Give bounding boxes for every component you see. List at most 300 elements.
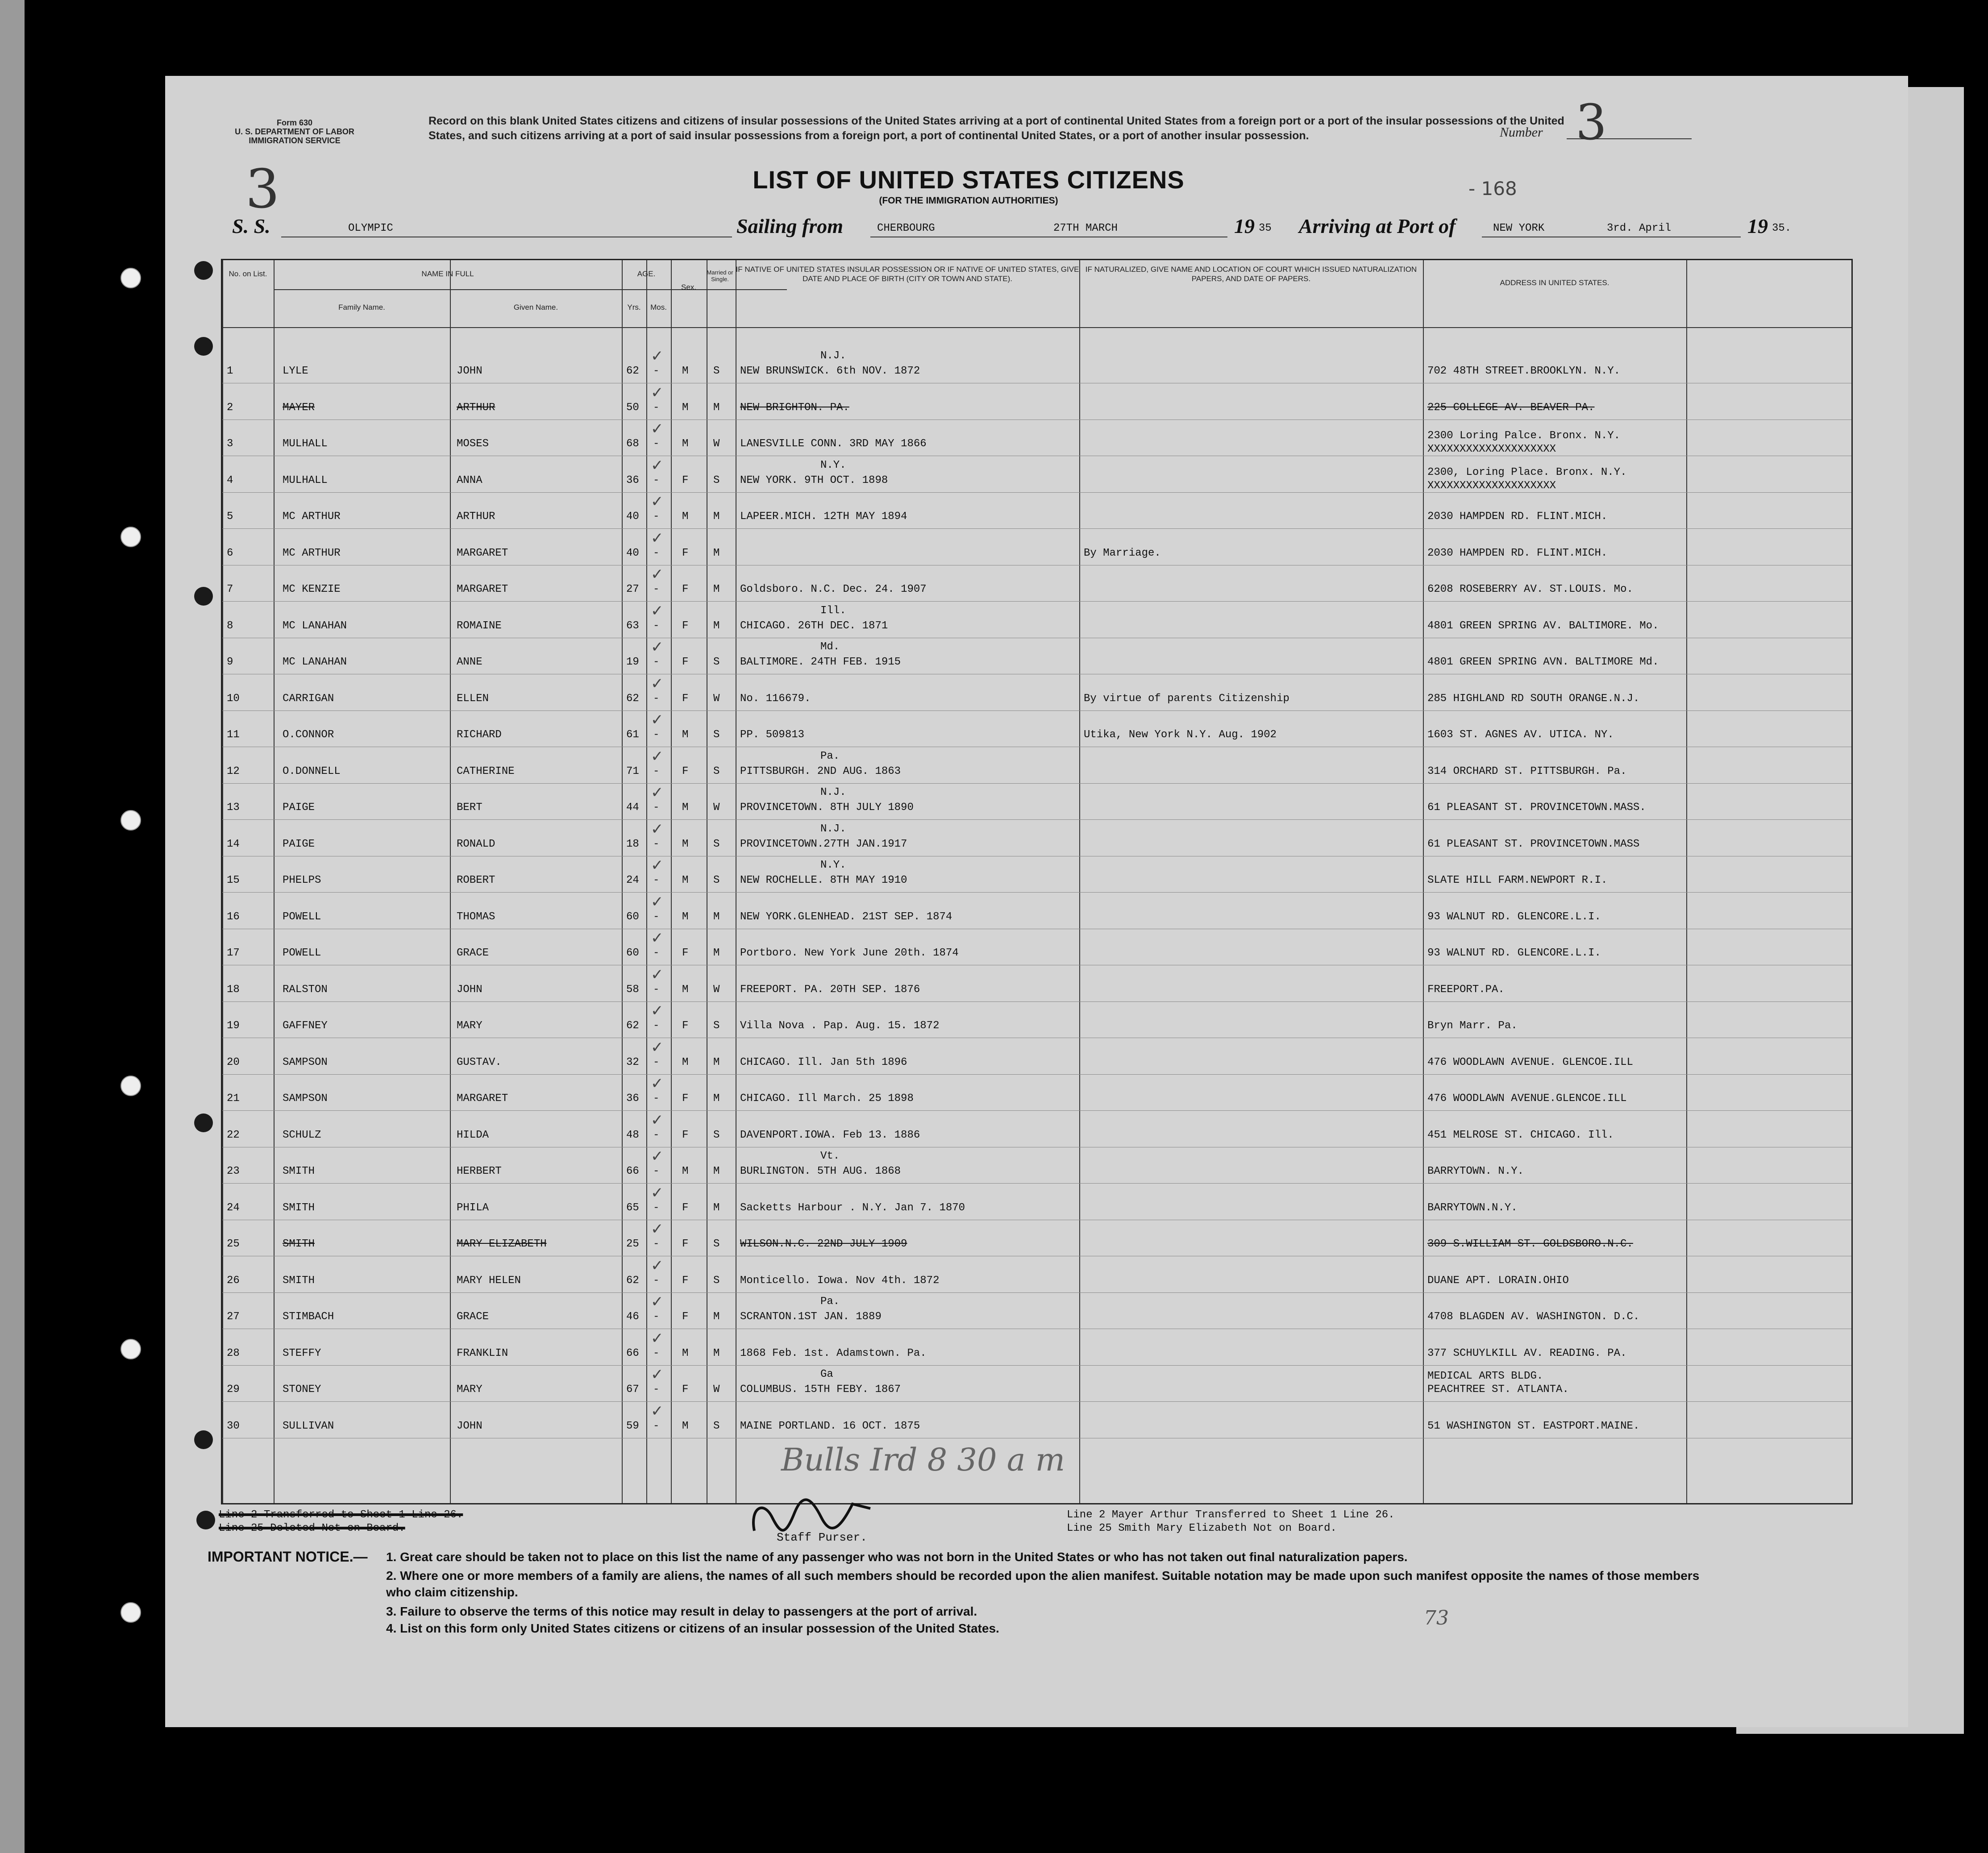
address: FREEPORT.PA. (1427, 983, 1505, 996)
age-months: - (653, 1347, 660, 1359)
address: 61 PLEASANT ST. PROVINCETOWN.MASS (1427, 838, 1640, 850)
birth-state-note: Pa. (820, 1296, 840, 1308)
age-months: - (653, 1201, 660, 1214)
address-overstrike: XXXXXXXXXXXXXXXXXXXX (1427, 443, 1556, 455)
marital-status: M (713, 1093, 720, 1105)
age-months: - (653, 947, 660, 959)
address-overstrike: XXXXXXXXXXXXXXXXXXXX (1427, 479, 1556, 492)
age-years: 66 (626, 1165, 639, 1177)
birth-info: COLUMBUS. 15TH FEBY. 1867 (740, 1384, 901, 1396)
naturalization: Utika, New York N.Y. Aug. 1902 (1084, 729, 1277, 741)
birth-info: NEW ROCHELLE. 8TH MAY 1910 (740, 874, 907, 886)
notice-item-1: 1. Great care should be taken not to place on this list the name of any passenger who was not born in the United States or who has not taken out final naturalization papers. (386, 1550, 1408, 1564)
footer-notes (1067, 1508, 1647, 1535)
birth-info: SCRANTON.1ST JAN. 1889 (740, 1311, 882, 1323)
birth-info: NEW BRUNSWICK. 6th NOV. 1872 (740, 365, 920, 377)
birth-info: NEW YORK.GLENHEAD. 21ST SEP. 1874 (740, 910, 952, 923)
sex: M (682, 365, 689, 377)
page-stamp: 73 (1424, 1607, 1449, 1629)
check-mark-icon: ✓ (651, 747, 664, 765)
sex: F (682, 1201, 689, 1214)
check-mark-icon: ✓ (651, 1293, 664, 1311)
stamp-number: - 168 (1468, 178, 1517, 199)
binder-hole (121, 1339, 141, 1359)
header-address: ADDRESS IN UNITED STATES. (1500, 278, 1610, 287)
family-name: MC KENZIE (283, 583, 341, 595)
passenger-table (221, 259, 1853, 1504)
binder-hole (121, 1602, 141, 1623)
age-months: - (653, 729, 660, 741)
birth-info: PP. 509813 (740, 729, 805, 741)
birth-info: PROVINCETOWN.27TH JAN.1917 (740, 838, 907, 850)
sex: M (682, 1165, 689, 1177)
punch-hole (196, 1511, 215, 1529)
given-name: MARY ELIZABETH (457, 1238, 547, 1250)
sex: F (682, 583, 689, 595)
address: Bryn Marr. Pa. (1427, 1020, 1518, 1032)
footer-note-1: Line 2 Mayer Arthur Transferred to Sheet 1 Line 26. (1067, 1509, 1395, 1521)
birth-info: Sacketts Harbour . N.Y. Jan 7. 1870 (740, 1201, 965, 1214)
arriving-label: Arriving at Port of (1299, 215, 1456, 237)
given-name: ARTHUR (457, 511, 495, 523)
marital-status: M (713, 1201, 720, 1214)
family-name: CARRIGAN (283, 692, 334, 705)
given-name: MARGARET (457, 1093, 508, 1105)
marital-status: S (713, 874, 720, 886)
given-name: MARY (457, 1384, 482, 1396)
header-married: Married or Single. (707, 269, 733, 283)
row-number: 24 (227, 1201, 240, 1214)
sex: M (682, 1420, 689, 1432)
form-number: Form 630 (276, 118, 313, 127)
family-name: SAMPSON (283, 1056, 328, 1068)
age-months: - (653, 401, 660, 414)
row-number: 14 (227, 838, 240, 850)
check-mark-icon: ✓ (651, 638, 664, 656)
age-years: 66 (626, 1347, 639, 1359)
marital-status: M (713, 1165, 720, 1177)
address: DUANE APT. LORAIN.OHIO (1427, 1274, 1569, 1287)
row-number: 12 (227, 765, 240, 777)
sex: M (682, 511, 689, 523)
age-months: - (653, 1129, 660, 1141)
given-name: MARGARET (457, 547, 508, 559)
age-years: 24 (626, 874, 639, 886)
given-name: THOMAS (457, 910, 495, 923)
age-months: - (653, 474, 660, 486)
row-number: 16 (227, 910, 240, 923)
family-name: PAIGE (283, 802, 315, 814)
age-years: 25 (626, 1238, 639, 1250)
row-number: 13 (227, 802, 240, 814)
age-months: - (653, 802, 660, 814)
ss-label: S. S. (232, 215, 270, 237)
number-label: Number (1500, 125, 1543, 140)
row-number: 25 (227, 1238, 240, 1250)
department: U. S. DEPARTMENT OF LABOR (235, 127, 354, 136)
age-months: - (653, 1093, 660, 1105)
notice-item-4: 4. List on this form only United States citizens or citizens of an insular possession of the United States. (386, 1621, 999, 1635)
sex: F (682, 692, 689, 705)
birth-state-note: N.J. (820, 350, 846, 362)
sex: M (682, 910, 689, 923)
birth-info: Villa Nova . Pap. Aug. 15. 1872 (740, 1020, 940, 1032)
given-name: JOHN (457, 983, 482, 996)
age-years: 36 (626, 1093, 639, 1105)
family-name: PAIGE (283, 838, 315, 850)
age-years: 40 (626, 511, 639, 523)
given-name: ELLEN (457, 692, 489, 705)
address: 476 WOODLAWN AVENUE. GLENCOE.ILL (1427, 1056, 1633, 1068)
address: 2300 Loring Palce. Bronx. N.Y. (1427, 430, 1621, 442)
age-years: 62 (626, 365, 639, 377)
birth-info: BALTIMORE. 24TH FEB. 1915 (740, 656, 901, 668)
row-rule (222, 528, 1851, 529)
marital-status: W (713, 692, 720, 705)
check-mark-icon: ✓ (651, 784, 664, 802)
given-name: PHILA (457, 1201, 489, 1214)
sex: M (682, 1056, 689, 1068)
birth-info: Portboro. New York June 20th. 1874 (740, 947, 959, 959)
row-rule (222, 1110, 1851, 1111)
address: 476 WOODLAWN AVENUE.GLENCOE.ILL (1427, 1093, 1627, 1105)
age-months: - (653, 1238, 660, 1250)
family-name: SMITH (283, 1274, 315, 1287)
address: 1603 ST. AGNES AV. UTICA. NY. (1427, 729, 1614, 741)
struck-footer-notes (219, 1508, 531, 1535)
row-rule (222, 492, 1851, 493)
purser-signature (745, 1491, 879, 1544)
sex: M (682, 983, 689, 996)
given-name: MOSES (457, 438, 489, 450)
address: 93 WALNUT RD. GLENCORE.L.I. (1427, 947, 1601, 959)
age-years: 67 (626, 1384, 639, 1396)
check-mark-icon: ✓ (651, 420, 664, 438)
row-rule (222, 892, 1851, 893)
marital-status: S (713, 1420, 720, 1432)
check-mark-icon: ✓ (651, 1402, 664, 1420)
check-mark-icon: ✓ (651, 1111, 664, 1129)
birth-info: BURLINGTON. 5TH AUG. 1868 (740, 1165, 901, 1177)
address: 314 ORCHARD ST. PITTSBURGH. Pa. (1427, 765, 1627, 777)
row-number: 23 (227, 1165, 240, 1177)
age-years: 44 (626, 802, 639, 814)
marital-status: M (713, 511, 720, 523)
sex: F (682, 1384, 689, 1396)
row-number: 28 (227, 1347, 240, 1359)
family-name: MAYER (283, 401, 315, 414)
birth-info: No. 116679. (740, 692, 811, 705)
row-rule (222, 1001, 1851, 1002)
header-given: Given Name. (513, 303, 558, 312)
birth-state-note: Pa. (820, 750, 840, 762)
check-mark-icon: ✓ (651, 529, 664, 547)
family-name: O.CONNOR (283, 729, 334, 741)
given-name: CATHERINE (457, 765, 515, 777)
age-years: 48 (626, 1129, 639, 1141)
age-months: - (653, 983, 660, 996)
sex: M (682, 729, 689, 741)
birth-state-note: N.Y. (820, 859, 846, 871)
family-name: POWELL (283, 910, 321, 923)
given-name: GRACE (457, 1311, 489, 1323)
row-rule (222, 1401, 1851, 1402)
birth-state-note: Ga (820, 1368, 833, 1380)
address: 377 SCHUYLKILL AV. READING. PA. (1427, 1347, 1627, 1359)
punch-hole (194, 261, 213, 280)
birth-info: FREEPORT. PA. 20TH SEP. 1876 (740, 983, 920, 996)
address: 225 COLLEGE AV. BEAVER PA. (1427, 401, 1595, 414)
age-years: 19 (626, 656, 639, 668)
row-rule (222, 1183, 1851, 1184)
address: 2030 HAMPDEN RD. FLINT.MICH. (1427, 511, 1608, 523)
given-name: MARY (457, 1020, 482, 1032)
birth-info: Goldsboro. N.C. Dec. 24. 1907 (740, 583, 927, 595)
birth-info: WILSON.N.C. 22ND JULY 1909 (740, 1238, 907, 1250)
row-number: 19 (227, 1020, 240, 1032)
row-rule (222, 819, 1851, 820)
sex: F (682, 947, 689, 959)
row-number: 11 (227, 729, 240, 741)
marital-status: M (713, 1311, 720, 1323)
age-months: - (653, 365, 660, 377)
citizen-list-page (165, 76, 1908, 1727)
age-months: - (653, 619, 660, 632)
address: 451 MELROSE ST. CHICAGO. Ill. (1427, 1129, 1614, 1141)
header-age: AGE. (637, 270, 656, 278)
marital-status: M (713, 619, 720, 632)
age-years: 62 (626, 1274, 639, 1287)
age-years: 36 (626, 474, 639, 486)
birth-info: 1868 Feb. 1st. Adamstown. Pa. (740, 1347, 927, 1359)
check-mark-icon: ✓ (651, 1184, 664, 1202)
birth-info: PROVINCETOWN. 8TH JULY 1890 (740, 802, 914, 814)
sex: F (682, 1274, 689, 1287)
marital-status: S (713, 365, 720, 377)
birth-state-note: Md. (820, 641, 840, 653)
family-name: STIMBACH (283, 1311, 334, 1323)
age-years: 71 (626, 765, 639, 777)
given-name: MARGARET (457, 583, 508, 595)
address: PEACHTREE ST. ATLANTA. (1427, 1384, 1569, 1396)
check-mark-icon: ✓ (651, 856, 664, 874)
row-number: 20 (227, 1056, 240, 1068)
row-number: 18 (227, 983, 240, 996)
notice-label: IMPORTANT NOTICE.— (208, 1549, 368, 1565)
age-months: - (653, 1311, 660, 1323)
marital-status: M (713, 910, 720, 923)
sex: F (682, 547, 689, 559)
address: 61 PLEASANT ST. PROVINCETOWN.MASS. (1427, 802, 1646, 814)
from-date: 27TH MARCH (1053, 222, 1118, 234)
sex: F (682, 1311, 689, 1323)
check-mark-icon: ✓ (651, 1220, 664, 1238)
staff-purser: Staff Purser. (777, 1531, 867, 1544)
given-name: JOHN (457, 1420, 482, 1432)
row-number: 5 (227, 511, 233, 523)
marital-status: S (713, 765, 720, 777)
row-number: 15 (227, 874, 240, 886)
sex: M (682, 1347, 689, 1359)
check-mark-icon: ✓ (651, 493, 664, 511)
row-rule (222, 1292, 1851, 1293)
family-name: SULLIVAN (283, 1420, 334, 1432)
row-number: 22 (227, 1129, 240, 1141)
given-name: RONALD (457, 838, 495, 850)
check-mark-icon: ✓ (651, 674, 664, 693)
from-year-prefix: 19 (1234, 215, 1255, 237)
naturalization: By virtue of parents Citizenship (1084, 692, 1289, 705)
age-months: - (653, 1020, 660, 1032)
binder-hole (121, 527, 141, 547)
age-years: 62 (626, 692, 639, 705)
marital-status: S (713, 838, 720, 850)
ship-name: OLYMPIC (348, 222, 393, 234)
row-number: 3 (227, 438, 233, 450)
family-name: O.DONNELL (283, 765, 341, 777)
row-number: 6 (227, 547, 233, 559)
punch-hole (194, 1113, 213, 1132)
from-year: 35 (1259, 222, 1272, 234)
birth-info: MAINE PORTLAND. 16 OCT. 1875 (740, 1420, 920, 1432)
row-rule (222, 601, 1851, 602)
from-port: CHERBOURG (877, 222, 935, 234)
header-naturalized: IF NATURALIZED, GIVE NAME AND LOCATION OF COURT WHICH ISSUED NATURALIZATION PAPERS, AND DATE OF PAPERS. (1085, 265, 1417, 283)
row-rule (222, 710, 1851, 711)
age-months: - (653, 765, 660, 777)
given-name: GRACE (457, 947, 489, 959)
form-identifier (201, 118, 388, 145)
check-mark-icon: ✓ (651, 456, 664, 474)
marital-status: W (713, 438, 720, 450)
to-year-prefix: 19 (1747, 215, 1768, 237)
sex: M (682, 838, 689, 850)
given-name: ANNA (457, 474, 482, 486)
age-months: - (653, 1165, 660, 1177)
header-native: IF NATIVE OF UNITED STATES INSULAR POSSESSION OR IF NATIVE OF UNITED STATES, GIVE DATE AND PLACE OF BIRTH (CITY OR TOWN AND STATE). (736, 265, 1079, 283)
family-name: LYLE (283, 365, 308, 377)
birth-info: CHICAGO. 26TH DEC. 1871 (740, 619, 888, 632)
name-rule (274, 289, 787, 290)
birth-info: NEW YORK. 9TH OCT. 1898 (740, 474, 888, 486)
address: 2030 HAMPDEN RD. FLINT.MICH. (1427, 547, 1608, 559)
sex: M (682, 401, 689, 414)
check-mark-icon: ✓ (651, 1256, 664, 1275)
age-months: - (653, 874, 660, 886)
age-years: 62 (626, 1020, 639, 1032)
age-months: - (653, 511, 660, 523)
row-number: 26 (227, 1274, 240, 1287)
row-number: 17 (227, 947, 240, 959)
notice-item-2: 2. Where one or more members of a family are aliens, the names of all such members should be recorded upon the alien manifest. Suitable notation may be made upon such manifest opposite the names of those members who claim citizenship. (386, 1569, 1700, 1599)
birth-state-note: N.J. (820, 786, 846, 798)
address: 285 HIGHLAND RD SOUTH ORANGE.N.J. (1427, 692, 1640, 705)
sex: F (682, 1093, 689, 1105)
header-family: Family Name. (338, 303, 385, 312)
check-mark-icon: ✓ (651, 565, 664, 583)
binder-hole (121, 810, 141, 831)
age-years: 60 (626, 910, 639, 923)
family-name: STEFFY (283, 1347, 321, 1359)
age-years: 50 (626, 401, 639, 414)
sex: F (682, 1020, 689, 1032)
marital-status: M (713, 583, 720, 595)
marital-status: M (713, 401, 720, 414)
naturalization: By Marriage. (1084, 547, 1161, 559)
to-year: 35. (1772, 222, 1792, 234)
age-months: - (653, 1420, 660, 1432)
struck-note-1: Line 2 Transferred to Sheet 1 Line 26. (219, 1509, 463, 1521)
check-mark-icon: ✓ (651, 1002, 664, 1020)
check-mark-icon: ✓ (651, 1075, 664, 1093)
sailing-label: Sailing from (736, 215, 844, 237)
handwritten-sheet-number: 3 (245, 158, 280, 220)
marital-status: S (713, 1238, 720, 1250)
check-mark-icon: ✓ (651, 1329, 664, 1347)
footer-note-2: Line 25 Smith Mary Elizabeth Not on Board. (1067, 1522, 1337, 1534)
family-name: MULHALL (283, 474, 328, 486)
age-months: - (653, 583, 660, 595)
address: 4801 GREEN SPRING AVN. BALTIMORE Md. (1427, 656, 1659, 668)
row-number: 27 (227, 1311, 240, 1323)
check-mark-icon: ✓ (651, 711, 664, 729)
age-years: 46 (626, 1311, 639, 1323)
family-name: PHELPS (283, 874, 321, 886)
sex: M (682, 438, 689, 450)
age-months: - (653, 838, 660, 850)
sex: M (682, 874, 689, 886)
age-months: - (653, 656, 660, 668)
age-years: 61 (626, 729, 639, 741)
marital-status: W (713, 983, 720, 996)
birth-info: CHICAGO. Ill. Jan 5th 1896 (740, 1056, 907, 1068)
age-years: 59 (626, 1420, 639, 1432)
row-number: 9 (227, 656, 233, 668)
binder-hole (121, 1076, 141, 1096)
given-name: ANNE (457, 656, 482, 668)
row-number: 29 (227, 1384, 240, 1396)
given-name: JOHN (457, 365, 482, 377)
birth-state-note: N.Y. (820, 459, 846, 471)
age-months: - (653, 692, 660, 705)
age-months: - (653, 547, 660, 559)
header-mos: Mos. (650, 303, 667, 312)
row-number: 2 (227, 401, 233, 414)
row-rule (222, 1365, 1851, 1366)
marital-status: M (713, 1347, 720, 1359)
address: 6208 ROSEBERRY AV. ST.LOUIS. Mo. (1427, 583, 1633, 595)
given-name: GUSTAV. (457, 1056, 502, 1068)
marital-status: S (713, 1129, 720, 1141)
punch-hole (194, 587, 213, 606)
marital-status: S (713, 1020, 720, 1032)
notice-item-3: 3. Failure to observe the terms of this notice may result in delay to passengers at the port of arrival. (386, 1604, 977, 1618)
sex: F (682, 765, 689, 777)
family-name: SAMPSON (283, 1093, 328, 1105)
birth-state-note: Vt. (820, 1150, 840, 1162)
sex: F (682, 656, 689, 668)
age-years: 68 (626, 438, 639, 450)
birth-info: PITTSBURGH. 2ND AUG. 1863 (740, 765, 901, 777)
marital-status: W (713, 802, 720, 814)
given-name: MARY HELEN (457, 1274, 521, 1287)
family-name: RALSTON (283, 983, 328, 996)
page-title: LIST OF UNITED STATES CITIZENS (753, 166, 1185, 194)
family-name: MC ARTHUR (283, 511, 341, 523)
voyage-line (232, 214, 1794, 250)
page-subtitle: (FOR THE IMMIGRATION AUTHORITIES) (879, 195, 1058, 206)
instructions-text: Record on this blank United States citizens and citizens of insular possessions of the United States arriving at a port of continental United States from a foreign port or a port of the insular possessions of the United States, and such citizens arriving at a port of said insular possessions from a foreign port, a port of continental United States, or a port of another insular possession. (428, 115, 1564, 142)
